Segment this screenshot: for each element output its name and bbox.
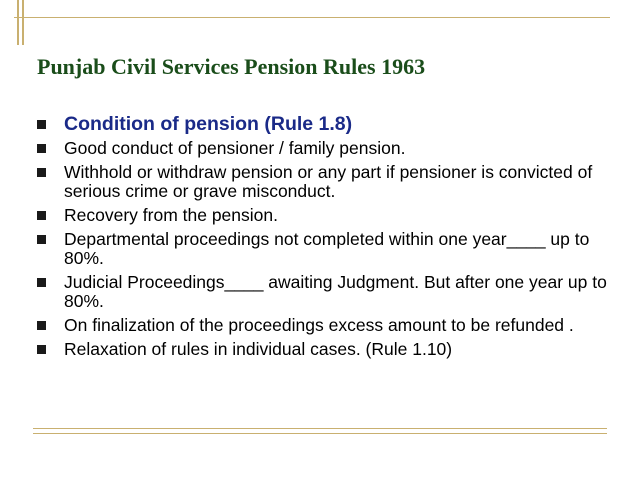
decorative-bottom-rule-lower	[33, 433, 607, 434]
decorative-vertical-line-left	[17, 0, 19, 45]
square-bullet-icon	[37, 235, 46, 244]
bullet-text: Good conduct of pensioner / family pension.	[64, 138, 406, 158]
bullet-item	[37, 163, 612, 201]
slide-title: Punjab Civil Services Pension Rules 1963	[37, 54, 426, 79]
bullet-item-heading	[37, 112, 612, 136]
bullet-text: Withhold or withdraw pension or any part if pensioner is convicted of serious crime or grave misconduct.	[64, 162, 593, 201]
bullet-list	[37, 112, 612, 364]
decorative-vertical-line-right	[22, 0, 24, 45]
bullet-item	[37, 230, 612, 268]
square-bullet-icon	[37, 211, 46, 220]
bullet-text: On finalization of the proceedings excess amount to be refunded .	[64, 315, 574, 335]
bullet-item	[37, 316, 612, 335]
bullet-text: Departmental proceedings not completed within one year____ up to 80%.	[64, 229, 590, 268]
bullet-item	[37, 139, 612, 158]
bullet-text: Judicial Proceedings____ awaiting Judgment. But after one year up to 80%.	[64, 272, 607, 311]
bullet-item	[37, 273, 612, 311]
square-bullet-icon	[37, 321, 46, 330]
square-bullet-icon	[37, 278, 46, 287]
bullet-item	[37, 206, 612, 225]
decorative-bottom-rule-upper	[33, 428, 607, 429]
decorative-top-rule	[14, 17, 610, 18]
bullet-text: Condition of pension (Rule 1.8)	[64, 113, 353, 135]
square-bullet-icon	[37, 144, 46, 153]
bullet-item	[37, 340, 612, 359]
square-bullet-icon	[37, 120, 46, 129]
bullet-text: Relaxation of rules in individual cases. (Rule 1.10)	[64, 339, 453, 359]
square-bullet-icon	[37, 168, 46, 177]
square-bullet-icon	[37, 345, 46, 354]
bullet-text: Recovery from the pension.	[64, 205, 278, 225]
